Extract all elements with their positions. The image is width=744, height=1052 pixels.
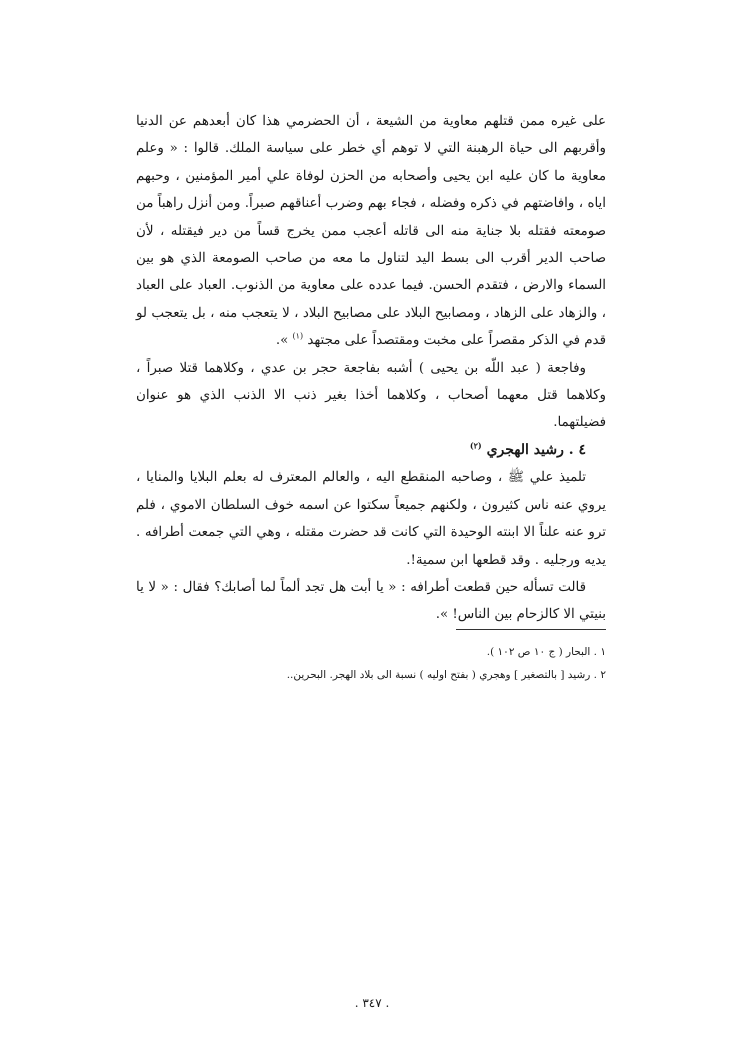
footnote-1: ١ . البحار ( ج ١٠ ص ١٠٢ ). bbox=[486, 646, 606, 658]
section-heading bbox=[136, 437, 606, 464]
paragraph-1-end: ». bbox=[275, 333, 293, 349]
paragraph-2: وفاجعة ( عبد اللّه بن يحيى ) أشبه بفاجعة حجر بن عدي ، وكلاهما قتلا صبراً ، وكلاهما قتل معهما أصحاب ، وكلاهما أخذا بغير ذنب الا الذنب الذي هو عنوان فضيلتهما. bbox=[136, 360, 606, 431]
footnote-divider bbox=[456, 629, 606, 630]
footnote-ref-2: (٢) bbox=[469, 440, 482, 451]
section-heading-text: ٤ . رشيد الهجري bbox=[486, 441, 586, 458]
paragraph-4: قالت تسأله حين قطعت أطرافه : « يا أبت هل تجد ألماً لما أصابك؟ فقال : « لا يا بنيتي الا كالزحام بين الناس! ». bbox=[136, 579, 606, 623]
main-text bbox=[136, 108, 606, 629]
footnotes bbox=[136, 641, 606, 687]
footnote-2: ٢ . رشيد [ بالتصغير ] وهجري ( بفتح اوليه ) نسبة الى بلاد الهجر. البحرين.. bbox=[286, 669, 606, 681]
page-number: . ٣٤٧ . bbox=[354, 996, 390, 1010]
footnote-ref-1: (١) bbox=[292, 331, 304, 341]
paragraph-3: تلميذ علي ﷺ ، وصاحبه المنقطع اليه ، والعالم المعترف له بعلم البلايا والمنايا ، يروي عنه ناس كثيرون ، ولكنهم جميعاً سكتوا عن اسمه خوف السلطان الاموي ، فلم ترو عنه علناً الا ابنته الوحيدة التي كانت قد حضرت مقتله ، وهي التي جمعت أطرافه . يديه ورجليه . وقد قطعها ابن سمية!. bbox=[136, 470, 606, 568]
paragraph-1 bbox=[136, 108, 606, 355]
paragraph-1-text: على غيره ممن قتلهم معاوية من الشيعة ، أن الحضرمي هذا كان أبعدهم عن الدنيا وأقربهم الى حياة الرهبنة التي لا توهم أي خطر على سياسة الملك. قالوا : « وعلم معاوية ما كان عليه ابن يحيى وأصحابه من الحزن لوفاة علي أمير المؤمنين ، وحبهم اياه ، وافاضتهم في ذكره وفضله ، فجاء بهم وضرب أعناقهم صبراً. ومن أنزل راهباً من صومعته فقتله بلا جناية منه الى قاتله أعجب ممن يخرج قساً من دير فيقتله ، لأن صاحب الدير أقرب الى بسط اليد لتناول ما معه من صاحب الصومعة الذي هو بين السماء والارض ، فتقدم الحسن. فيما عدده على معاوية من الذنوب. العباد على العباد ، والزهاد على الزهاد ، ومصابيح البلاد على مصابيح البلاد ، لا يتعجب منه ، بل يتعجب لو قدم في الذكر مقصراً على مخبت ومقتصداً على مجتهد bbox=[136, 114, 606, 349]
